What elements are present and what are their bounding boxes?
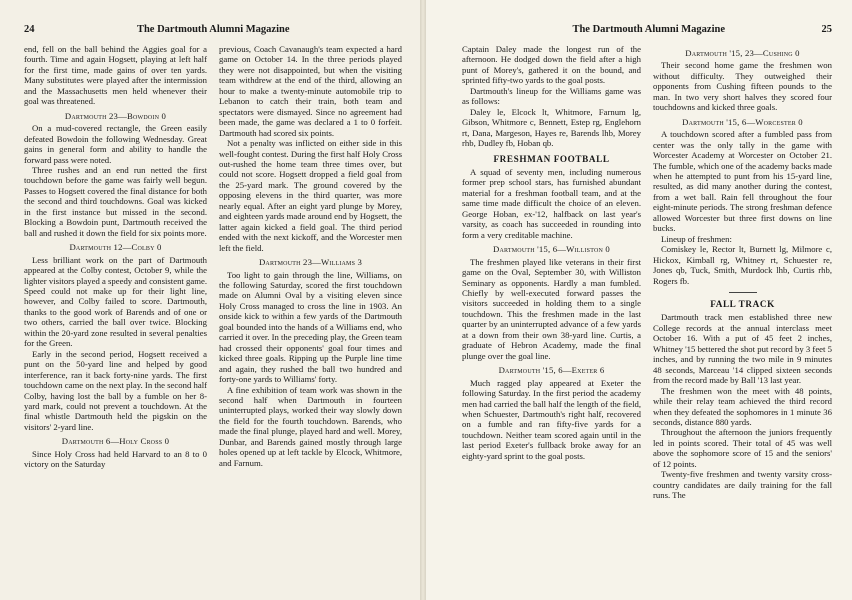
game-heading: Dartmouth '15, 6—Worcester 0 [682, 116, 803, 127]
paragraph: Since Holy Cross had held Harvard to an 8 to 0 victory on the Saturday [24, 448, 207, 470]
paragraph: Much ragged play appeared at Exeter the following Saturday. In the first period the academy men had carried the ball half the length of the field, when Schuester, Dartmouth's right half, recovered on a fumble and ran fifty-five yards for a touchdown. Neither team scored again until in the last period Exeter's fullback broke away for an eighty-yard sprint to the goal posts. [462, 377, 641, 461]
paragraph: Not a penalty was inflicted on either side in this well-fought contest. During the first half Holy Cross out-rushed the home team three times over, but could not score. Hogsett dropped a field goal from the 25-yard mark. The ground covered by the opposing elevens in the third quarter, was more nearly equal. After an eight yard plunge by Morey, and eighteen yards made around end by Hogsett, the latter again kicked a field goal. The third period ended with the next kickoff, and the Worcester men left the field. [219, 138, 402, 253]
paragraph: A squad of seventy men, including numerous former prep school stars, has furnished abundant material for a freshman football team, and at the same time made difficult the choice of an eleven. George Hoban, ex-'12, halfback on last year's varsity, as coach has succeeded in rounding into form a very creditable machine. [462, 166, 641, 240]
game-heading: Dartmouth '15, 6—Williston 0 [493, 244, 610, 255]
paragraph: Their second home game the freshmen won without difficulty. They outweighed their opponents from Cushing fifteen pounds to the man. In two very short halves they scored four touchdowns and kicked three goals. [653, 60, 832, 113]
paragraph: Twenty-five freshmen and twenty varsity cross-country candidates are daily training for the fall runs. The [653, 469, 832, 501]
paragraph: A fine exhibition of team work was shown in the second half when Dartmouth in fourteen uninterrupted plays, worked their way slowly down the field for the fourth touchdown. Barends, who made the final plunge, played hard and well. Morey, Dunbar, and Barends gained mostly through large holes opened up at left tackle by Elcock, Whitmore, and Farnum. [219, 384, 402, 468]
paragraph: A touchdown scored after a fumbled pass from center was the only tally in the game with Worcester Academy at Worcester on October 21. The fumble, which one of the academy backs made when he attempted to punt from his 15-yard line, resulted, as did many another during the contest, from a wet ball. Rain fell throughout the four eight-minute periods. The strong freshman defence allowed Worcester but three first downs on line bucks. [653, 129, 832, 234]
paragraph: Lineup of freshmen: [661, 233, 732, 244]
paragraph: Too light to gain through the line, Williams, on the following Saturday, scored the first touchdown made on Alumni Oval by a visiting eleven since Holy Cross managed to cross the line in 1903. An onside kick to within a few yards of the Dartmouth goal bounded into the hands of a Williams end, who carried it over. In the preceding play, the Green team had crossed their opponents' goal four times and kicked three goals. Ripping up the Purple line time and again, they rushed the ball two hundred and forty-one yards to Williams' forty. [219, 269, 402, 385]
paragraph: Throughout the afternoon the juniors frequently led in points scored. Their total of 45 was well above the sophomore score of 15 and the seniors' of 12 points. [653, 427, 832, 469]
paragraph: end, fell on the ball behind the Aggies goal for a fourth. Time and again Hogsett, playing at left half for the first time, made gains of over ten yards. Many substitutes were played after the intermission and the Massachusetts men held whenever their goal was threatened. [24, 44, 207, 107]
section-heading: FALL TRACK [710, 298, 775, 309]
running-head [24, 24, 406, 38]
magazine-title: The Dartmouth Alumni Magazine [136, 24, 290, 35]
section-divider [729, 292, 757, 293]
game-heading: Dartmouth 12—Colby 0 [69, 242, 162, 253]
paragraph: Early in the second period, Hogsett received a punt on the 50-yard line and helped by good interference, ran it back forty-nine yards. The first touchdown came on the next play. In the second half Colby, having lost the ball by a fumble on her 8-yard mark, could not prevent a touchdown. At the final whistle Dartmouth held the pigskin on the visitors' 2-yard line. [24, 348, 207, 432]
game-heading: Dartmouth '15, 6—Exeter 6 [498, 365, 605, 376]
game-heading: Dartmouth 6—Holy Cross 0 [61, 436, 170, 447]
column [219, 44, 402, 470]
game-heading: Dartmouth 23—Bowdoin 0 [64, 110, 167, 121]
left-page [0, 0, 420, 600]
paragraph: Less brilliant work on the part of Dartmouth appeared at the Colby contest, October 9, while the lighter visitors played a speedy and consistent game. Speed could not make up for their light line, however, and Colby failed to score. Dartmouth, thanks to the good work of Barends and of one or two others, carried the ball over twice. Blocking within the 20-yard zone resulted in several penalties for the Green. [24, 254, 207, 349]
paragraph: On a mud-covered rectangle, the Green easily defeated Bowdoin the following Wednesday. Great gains in general form and ability to handle the forward pass were noted. [24, 123, 207, 165]
page-number: 25 [821, 24, 832, 35]
paragraph: Daley le, Elcock lt, Whitmore, Farnum lg, Gibson, Whitmore c, Bennett, Estep rg, Englehorn rt, Dana, Margeson, Hayes re, Barends lhb, Morey rhb, Dudley fb, Hoban qb. [462, 106, 641, 149]
paragraph: The freshmen played like veterans in their first game on the Oval, September 30, with Williston Seminary as opponents. Hardly a man fumbled. Chiefly by well-executed forward passes the visitors succeeded in holding them to a single touchdown. This the freshmen made in the last quarter by an uninterrupted advance of a few yards at a down from their own 38-yard line. Curtis, a graduate of Hebron Academy, made the final plunge over the goal line. [462, 256, 641, 361]
running-head [462, 24, 832, 38]
column [24, 44, 207, 470]
column [653, 44, 832, 501]
game-heading: Dartmouth 23—Williams 3 [258, 257, 363, 268]
paragraph: The freshmen won the meet with 48 points, while their relay team achieved the third record when they defeated the sophomores in 1 minute 36 seconds, distance 880 yards. [653, 385, 832, 427]
paragraph: Dartmouth's lineup for the Williams game was as follows: [462, 85, 641, 107]
column [462, 44, 641, 501]
game-heading: Dartmouth '15, 23—Cushing 0 [685, 48, 800, 58]
paragraph: Dartmouth track men established three new College records at the annual interclass meet October 16. With a put of 45 feet 2 inches, Whitney '15 bettered the shot put record by 3 feet 5 inches, and by running the two mile in 9 minutes 48 seconds, Marceau '14 clipped sixteen seconds from the record made by Ball '13 last year. [653, 312, 832, 386]
paragraph: Comiskey le, Rector lt, Burnett lg, Milmore c, Hickox, Kimball rg, Whitney rt, Schuester re, Jones qb, Tuck, Smith, Murdock lhb, Curtis rhb, Rogers fb. [653, 244, 832, 286]
paragraph: previous, Coach Cavanaugh's team expected a hard game on October 14. In the three periods played they were not disappointed, but when the visiting team withdrew at the end of the third, allowing an hour to make a twenty-minute automobile trip to Lebanon to catch their train, both team and spectators were dismayed. Since no agreement had been made, the game was declared a 1 to 0 forfeit. Dartmouth had scored six points. [219, 44, 402, 138]
right-page [426, 0, 852, 600]
page-number: 24 [24, 24, 35, 35]
paragraph: Captain Daley made the longest run of the afternoon. He dodged down the field after a high punt of Morey's, gathered it on the bound, and sprinted fifty-two yards to the goal posts. [462, 44, 641, 86]
magazine-title: The Dartmouth Alumni Magazine [572, 24, 726, 35]
paragraph: Three rushes and an end run netted the first touchdown before the game was fairly well begun. Passes to Hogsett covered the final distance for both the second and third touchdowns. Goal was kicked in the first instance but missed in the second. Blocking a Bowdoin punt, Dartmouth received the ball and rushed it down the field for six points more. [24, 164, 207, 238]
section-heading: FRESHMAN FOOTBALL [493, 153, 610, 164]
